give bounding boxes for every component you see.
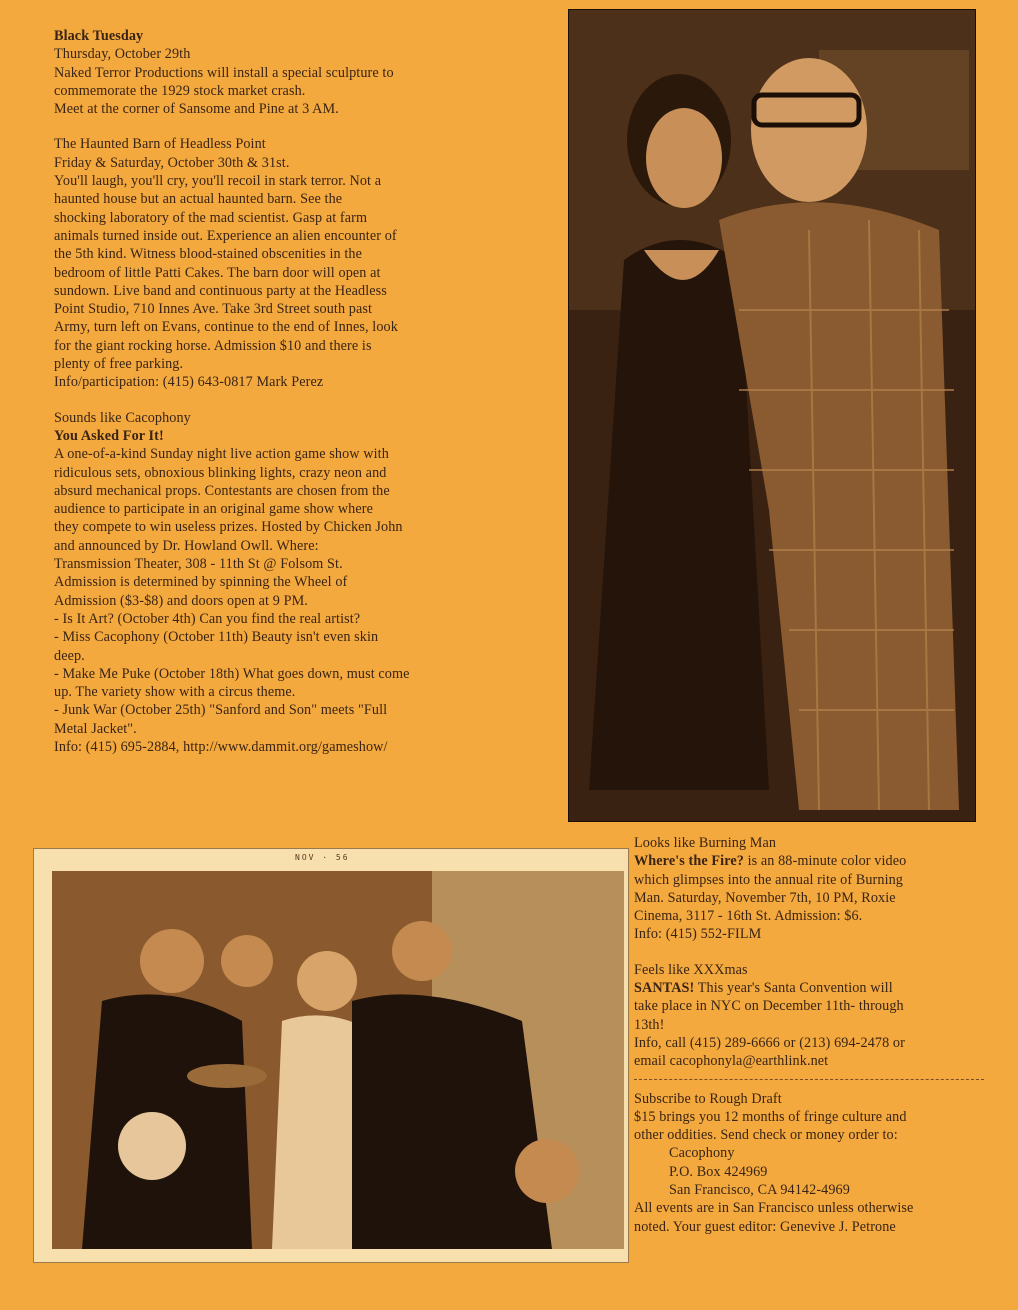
event-title: You Asked For It! [54, 427, 164, 444]
body-line: Info/participation: (415) 643-0817 Mark Perez [54, 374, 324, 391]
section-divider [634, 1079, 984, 1080]
event-lead-text: is an 88-minute color video [743, 853, 907, 870]
body-line: haunted house but an actual haunted barn. See the [54, 191, 343, 208]
footer-line: noted. Your guest editor: Genevive J. Petrone [634, 1218, 896, 1235]
body-line: Admission ($3-$8) and doors open at 9 PM. [54, 592, 308, 609]
body-line: - Junk War (October 25th) "Sanford and Son" meets "Full [54, 702, 388, 719]
footer-line: All events are in San Francisco unless otherwise [634, 1200, 914, 1217]
body-line: Point Studio, 710 Innes Ave. Take 3rd Street south past [54, 301, 373, 318]
event-line: which glimpses into the annual rite of Burning [634, 871, 903, 888]
event-kicker: Looks like Burning Man [634, 835, 777, 851]
body-line: Admission is determined by spinning the Wheel of [54, 574, 348, 591]
body-line: the 5th kind. Witness blood-stained obscenities in the [54, 246, 362, 263]
body-line: absurd mechanical props. Contestants are chosen from the [54, 482, 390, 499]
left-column [54, 27, 524, 773]
body-line: Meet at the corner of Sansome and Pine at 3 AM. [54, 101, 339, 118]
event-lead [634, 852, 1004, 870]
event-line: Info, call (415) 289-6666 or (213) 694-2478 or [634, 1034, 905, 1051]
body-line: commemorate the 1929 stock market crash. [54, 82, 306, 99]
event-body [54, 445, 524, 756]
subscribe-line: other oddities. Send check or money order to: [634, 1127, 898, 1144]
body-line: Metal Jacket". [54, 720, 137, 737]
address-line: Cacophony [669, 1145, 735, 1162]
event-kicker: Sounds like Cacophony [54, 409, 191, 426]
right-column [634, 834, 1004, 1236]
event-date: Friday & Saturday, October 30th & 31st. [54, 154, 290, 171]
event-body [54, 172, 524, 392]
body-line: for the giant rocking horse. Admission $10 and there is [54, 337, 372, 354]
event-title: SANTAS! [634, 980, 695, 997]
event-line: Info: (415) 552-FILM [634, 926, 762, 943]
event-body [54, 64, 524, 119]
event-black-tuesday [54, 27, 524, 118]
photo-family-image [52, 871, 624, 1249]
body-line: up. The variety show with a circus theme. [54, 684, 296, 701]
event-lead [634, 979, 1004, 997]
body-line: and announced by Dr. Howland Owll. Where: [54, 537, 319, 554]
subscribe-title: Subscribe to Rough Draft [634, 1090, 782, 1107]
event-line: email cacophonyla@earthlink.net [634, 1053, 829, 1070]
event-line: Cinema, 3117 - 16th St. Admission: $6. [634, 908, 863, 925]
body-line: Naked Terror Productions will install a special sculpture to [54, 64, 394, 81]
event-xxxmas [634, 961, 1004, 1071]
event-kicker: Feels like XXXmas [634, 961, 748, 978]
photo-couple-illustration [569, 10, 975, 821]
event-cacophony [54, 409, 524, 757]
body-line: - Make Me Puke (October 18th) What goes down, must come [54, 665, 410, 682]
event-burning-man [634, 834, 1004, 944]
event-lead-text: This year's Santa Convention will [694, 980, 893, 997]
body-line: - Is It Art? (October 4th) Can you find the real artist? [54, 610, 361, 627]
body-line: Transmission Theater, 308 - 11th St @ Folsom St. [54, 556, 343, 573]
event-line: Man. Saturday, November 7th, 10 PM, Roxie [634, 889, 896, 906]
body-line: - Miss Cacophony (October 11th) Beauty isn't even skin [54, 629, 379, 646]
photo-family-illustration [52, 871, 624, 1249]
body-line: You'll laugh, you'll cry, you'll recoil in stark terror. Not a [54, 173, 382, 190]
photo-family-snapshot [33, 848, 629, 1263]
body-line: deep. [54, 647, 85, 664]
subscribe-line: $15 brings you 12 months of fringe culture and [634, 1108, 907, 1125]
event-haunted-barn [54, 135, 524, 391]
body-line: sundown. Live band and continuous party at the Headless [54, 282, 387, 299]
event-line: 13th! [634, 1016, 665, 1033]
body-line: A one-of-a-kind Sunday night live action game show with [54, 446, 389, 463]
body-line: they compete to win useless prizes. Hosted by Chicken John [54, 519, 403, 536]
event-title: The Haunted Barn of Headless Point [54, 136, 266, 153]
body-line: bedroom of little Patti Cakes. The barn door will open at [54, 264, 381, 281]
body-line: audience to participate in an original game show where [54, 501, 373, 518]
event-title: Where's the Fire? [634, 853, 744, 870]
body-line: plenty of free parking. [54, 356, 184, 373]
address-line: San Francisco, CA 94142-4969 [669, 1182, 850, 1199]
subscribe-section [634, 1090, 1004, 1236]
event-title: Black Tuesday [54, 28, 144, 44]
address-line: P.O. Box 424969 [669, 1163, 768, 1180]
photo-date-stamp: NOV · 56 [295, 853, 350, 862]
body-line: shocking laboratory of the mad scientist. Gasp at farm [54, 209, 368, 226]
body-line: Info: (415) 695-2884, http://www.dammit.org/gameshow/ [54, 738, 388, 755]
photo-couple [568, 9, 976, 822]
body-line: ridiculous sets, obnoxious blinking lights, crazy neon and [54, 464, 387, 481]
body-line: Army, turn left on Evans, continue to the end of Innes, look [54, 319, 398, 336]
event-line: take place in NYC on December 11th- through [634, 998, 904, 1015]
event-date: Thursday, October 29th [54, 46, 191, 63]
body-line: animals turned inside out. Experience an alien encounter of [54, 227, 397, 244]
